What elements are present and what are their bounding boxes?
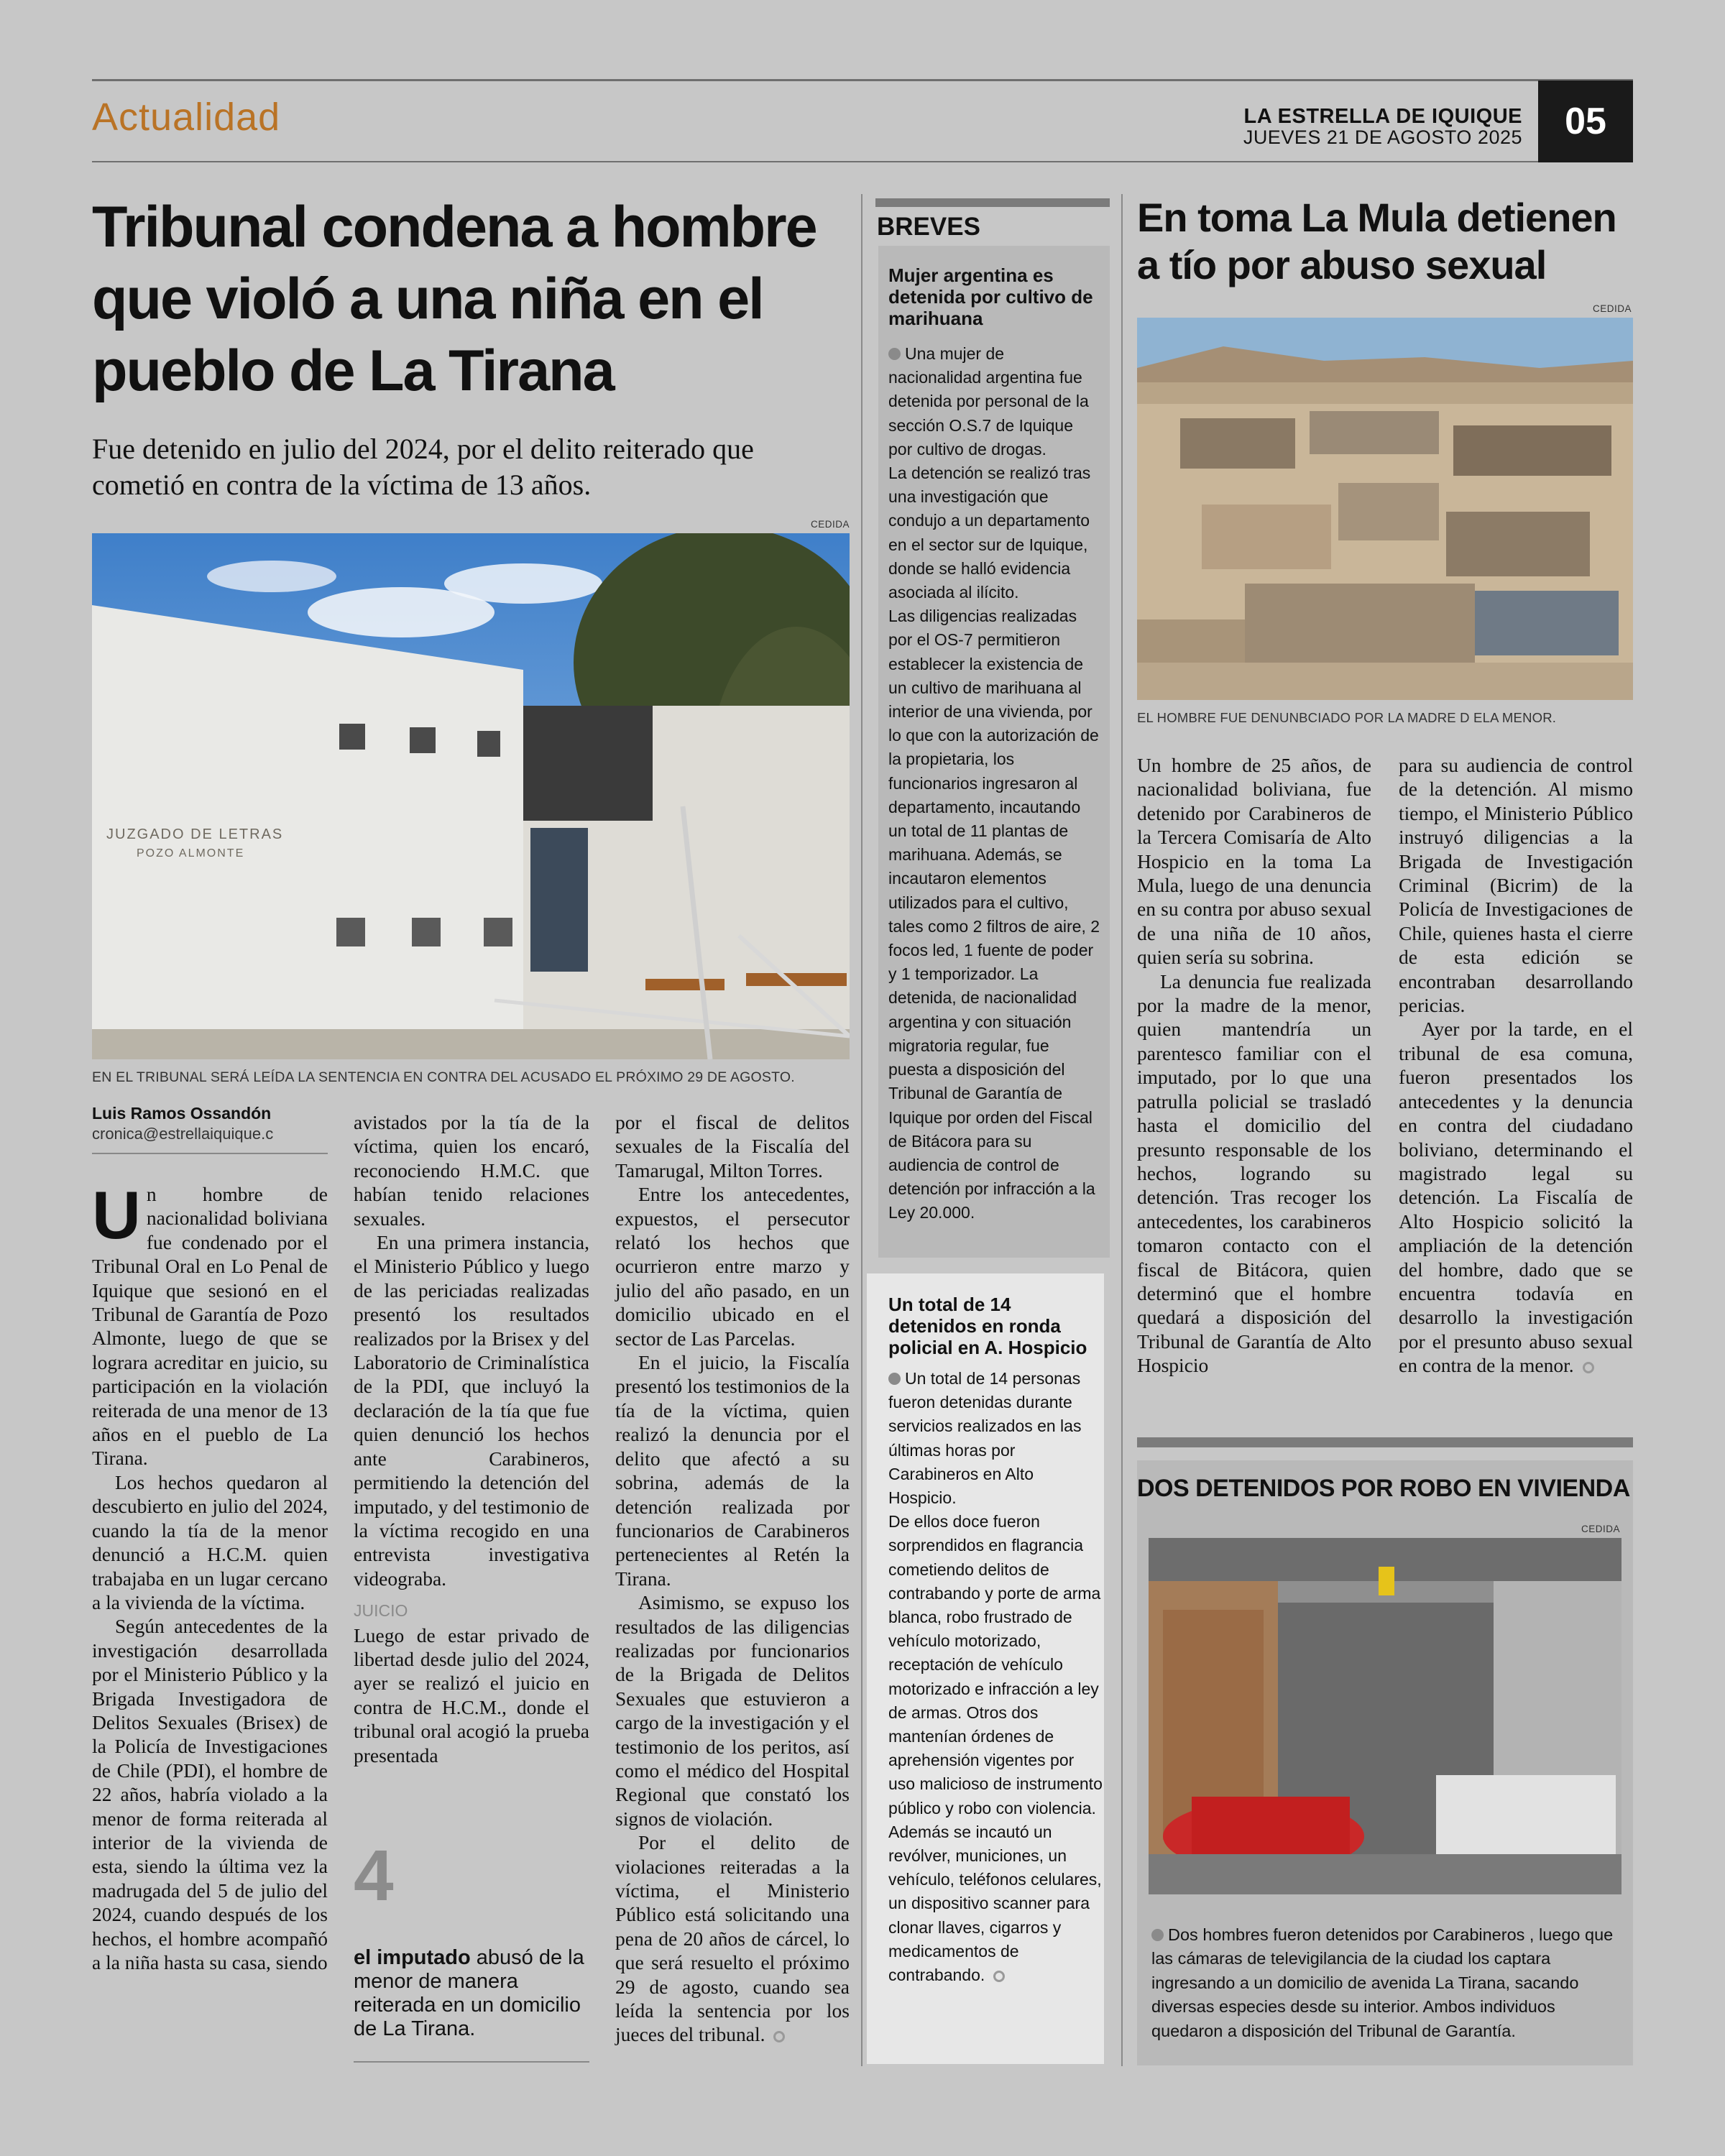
main-subhead: Fue detenido en julio del 2024, por el delito reiterado que cometió en contra de la víctima de 13 años. (92, 433, 754, 501)
breve-2 (888, 1294, 1103, 1987)
header-top-rule (92, 79, 1633, 81)
juicio-subhead: JUICIO (354, 1601, 408, 1621)
pull-quote-text: abusó de la menor de manera reiterada en un domicilio de La Tirana. (354, 1946, 584, 2040)
page-number-text: 05 (1565, 101, 1606, 142)
main-col3-p2: Entre los antecedentes, expuestos, el persecutor relató los hechos que ocurrieron entre marzo y julio del año pasado, en un domicilio ubicado en el sector de Las Parcelas. (615, 1183, 850, 1350)
breve-1-p3: Las diligencias realizadas por el OS-7 permitieron establecer la existencia de un cultivo de marihuana al interior de una vivienda, por lo que con la autorización de la propietaria, los funcionarios ingresaron al departamento, incautando un total de 11 plantas de marihuana. Además, se incautaron elementos utilizados para el cultivo, tales como 2 filtros de aire, 2 focos led, 1 fuente de poder y 1 temporizador. La detenida, de nacionalidad argentina y con situación migratoria regular, fue puesta a disposición del Tribunal de Garantía de Iquique por orden del Fiscal de Bitácora para su audiencia de control de detención por infracción a la Ley 20.000. (888, 607, 1100, 1222)
courthouse-sign-line1: JUZGADO DE LETRAS (106, 826, 284, 842)
main-separator (861, 194, 862, 2066)
drop-cap: U (92, 1177, 141, 1253)
main-col1-p3: Según antecedentes de la investigación desarrollada por el Ministerio Público y la Brigada Investigadora de Delitos Sexuales (Brisex) de la Policía de Investigaciones de Chile (PDI), el hombre de 22 años, habría violado a la menor de forma reiterada al interior de la vivienda de esta, siendo la última vez la madrugada del 5 de julio del 2024, cuando después de los hechos, el hombre acompañó a la niña hasta su casa, siendo (92, 1615, 328, 1973)
breve-1 (888, 264, 1101, 1225)
breve-1-p2: La detención se realizó tras una investigación que condujo a un departamento en el sector sur de Iquique, donde se halló evidencia asociada al ilícito. (888, 464, 1091, 602)
pull-quote-rule (354, 2061, 589, 2063)
breves-separator (1121, 194, 1123, 2066)
right-headline: En toma La Mula detienen a tío por abuso sexual (1137, 195, 1616, 287)
end-mark-icon (1583, 1362, 1594, 1373)
page-number (1538, 80, 1633, 162)
bullet-icon (888, 1373, 901, 1385)
main-col1-p2: Los hechos quedaron al descubierto en julio del 2024, cuando la tía de la menor denunció a H.C.M. quien trabajaba en un lugar cercano a la vivienda de la víctima. (92, 1470, 328, 1613)
courthouse-sign-line2: POZO ALMONTE (137, 847, 245, 860)
main-col2-p2: En una primera instancia, el Ministerio Público y luego de las periciadas realizadas presentó los resultados realizados por la Brisex y del Laboratorio de Criminalística de la PDI, que incluyó la declaración de la tía que fue quien denunció los hechos ante Carabineros, permitiendo la detención del imputado, y del testimonio de la víctima recogido en una entrevista investigativa videograba. (354, 1231, 589, 1590)
byline-name: Luis Ramos Ossandón (92, 1104, 272, 1123)
courthouse-illustration (92, 533, 850, 1059)
breve-2-title: Un total de 14 detenidos en ronda policial en A. Hospicio (888, 1294, 1087, 1358)
la-mula-photo (1137, 318, 1633, 700)
courthouse-photo (92, 533, 850, 1059)
breve-2-p3: Además se incautó un revólver, municiones, un vehículo, teléfonos celulares, un dispositivo scanner para clonar llaves, cigarros y medicamentos de contrabando. (888, 1822, 1102, 1985)
byline-rule (92, 1153, 328, 1154)
breves-label: BREVES (877, 213, 980, 241)
robo-caption (1151, 1923, 1617, 2043)
robo-caption-text: Dos hombres fueron detenidos por Carabineros , luego que las cámaras de televigilancia de la ciudad los captara ingresando a un domicilio de avenida La Tirana, sacando diversas especies desde su interior. Ambos individuos quedaron a disposición del Tribunal de Garantía. (1151, 1925, 1614, 2040)
pull-quote-bold: el imputado (354, 1946, 471, 1969)
byline-email: cronica@estrellaiquique.c (92, 1125, 274, 1143)
main-col2-p3: Luego de estar privado de libertad desde julio del 2024, ayer se realizó el juicio en contra de H.C.M., donde el tribunal oral acogió la prueba presentada (354, 1623, 589, 1766)
main-photo-credit: CEDIDA (811, 519, 850, 530)
section-label: Actualidad (92, 96, 281, 139)
breve-2-p2: De ellos doce fueron sorprendidos en flagrancia cometiendo delitos de contrabando y porte de arma blanca, robo frustrado de vehículo motorizado, receptación de vehículo motorizado e infracción a ley de armas. Otros dos mantenían órdenes de aprehensión vigentes por uso malicioso de instrumento público y robo con violencia. (888, 1512, 1103, 1818)
main-col3-p1: por el fiscal de delitos sexuales de la Fiscalía del Tamarugal, Milton Torres. (615, 1111, 850, 1181)
right-col1-p2: La denuncia fue realizada por la madre de la menor, quien mantendría un parentesco familiar con el imputado, por lo que una patrulla policial se trasladó hasta el domicilio del presunto responsable de los hechos, logrando su detención. Tras recoger los antecedentes, los carabineros tomaron contacto con el fiscal de Bitácora, quien determinó que el hombre quedará a disposición del Tribunal de Garantía de Alto Hospicio (1137, 969, 1371, 1377)
main-column-2 (354, 1110, 589, 1767)
pull-quote-number: 4 (354, 1835, 394, 1916)
right-col2-p1: para su audiencia de control de la detención. Al mismo tiempo, el Ministerio Público instruyó diligencias a la Brigada de Investigación Criminal (Bicrim) de la Policía de Investigaciones de Chile, quienes hasta el cierre de esta edición se encontraban desarrollando pericias. (1399, 754, 1633, 1017)
issue-date: JUEVES 21 DE AGOSTO 2025 (1243, 126, 1522, 148)
main-col3-p4: Asimismo, se expuso los resultados de las diligencias realizadas por funcionarios de la Brigada de Delitos Sexuales que estuvieron a cargo de la investigación y el testimonio de los peritos, así como el médico del Hospital Regional que constató los signos de violación. (615, 1591, 850, 1830)
right-col2-p2: Ayer por la tarde, en el tribunal de esa comuna, fueron presentados los antecedentes y la denuncia en contra del ciudadano boliviano, determinando el magistrado legal su detención. La Fiscalía de Alto Hospicio solicitó la ampliación de la detención del hombre, dado que se encuentra todavía en desarrollo la investigación por el presunto abuso sexual en contra de la menor. (1399, 1018, 1633, 1377)
header-bottom-rule (92, 161, 1538, 162)
bullet-icon (888, 348, 901, 360)
breve-2-p1: Un total de 14 personas fueron detenidas durante servicios realizados en las últimas horas por Carabineros en Alto Hospicio. (888, 1369, 1082, 1508)
end-mark-icon (993, 1971, 1005, 1982)
robo-headline: DOS DETENIDOS POR ROBO EN VIVIENDA (1137, 1475, 1630, 1502)
main-col1-first: n hombre de nacionalidad boliviana fue condenado por el Tribunal Oral en Lo Penal de Iquique que sesionó en el Tribunal de Garantía de Pozo Almonte, luego de que se lograra acreditar en juicio, su participación en la violación reiterada de una menor de 13 años en el pueblo de La Tirana. (92, 1183, 328, 1470)
robo-street-illustration (1149, 1538, 1622, 1894)
robo-top-bar (1137, 1437, 1633, 1447)
main-col2-p1: avistados por la tía de la víctima, quien los encaró, reconociendo H.M.C. que habían tenido relaciones sexuales. (354, 1111, 589, 1230)
end-mark-icon (773, 2031, 785, 2042)
robo-photo-credit: CEDIDA (1581, 1524, 1621, 1534)
main-col3-p5: Por el delito de violaciones reiteradas a la víctima, el Ministerio Público está solicitando una pena de 20 años de cárcel, lo que será resuelto el próximo 29 de agosto, cuando sea leída la sentencia por los jueces del tribunal. (615, 1831, 850, 2046)
main-column-1 (92, 1177, 328, 1974)
main-column-3 (615, 1110, 850, 2047)
right-photo-caption: EL HOMBRE FUE DENUNBCIADO POR LA MADRE D ELA MENOR. (1137, 710, 1557, 725)
right-col1-p1: Un hombre de 25 años, de nacionalidad boliviana, fue detenido por Carabineros de la Tercera Comisaría de Alto Hospicio en la toma La Mula, luego de una denuncia en su contra por abuso sexual de una niña de 10 años, quien sería su sobrina. (1137, 754, 1371, 969)
la-mula-illustration (1137, 318, 1633, 700)
right-column-1 (1137, 753, 1371, 1378)
main-headline: Tribunal condena a hombre que violó a una niña en el pueblo de La Tirana (92, 195, 816, 403)
breves-top-bar (875, 198, 1110, 207)
main-photo-caption: EN EL TRIBUNAL SERÁ LEÍDA LA SENTENCIA EN CONTRA DEL ACUSADO EL PRÓXIMO 29 DE AGOSTO. (92, 1069, 795, 1085)
main-col3-p3: En el juicio, la Fiscalía presentó los testimonios de la tía de la víctima, quien realizó la denuncia por el delito que afectó a su sobrina, además de la detención realizada por funcionarios de Carabineros pertenecientes al Retén la Tirana. (615, 1351, 850, 1590)
right-column-2 (1399, 753, 1633, 1378)
breve-1-title: Mujer argentina es detenida por cultivo de marihuana (888, 264, 1093, 329)
right-photo-credit: CEDIDA (1593, 303, 1632, 314)
robo-photo (1149, 1538, 1622, 1894)
breve-1-p1: Una mujer de nacionalidad argentina fue detenida por personal de la sección O.S.7 de Iquique por cultivo de drogas. (888, 344, 1089, 459)
bullet-icon (1151, 1929, 1164, 1941)
pull-quote (354, 1946, 589, 2041)
paper-name: LA ESTRELLA DE IQUIQUE (1243, 105, 1522, 128)
